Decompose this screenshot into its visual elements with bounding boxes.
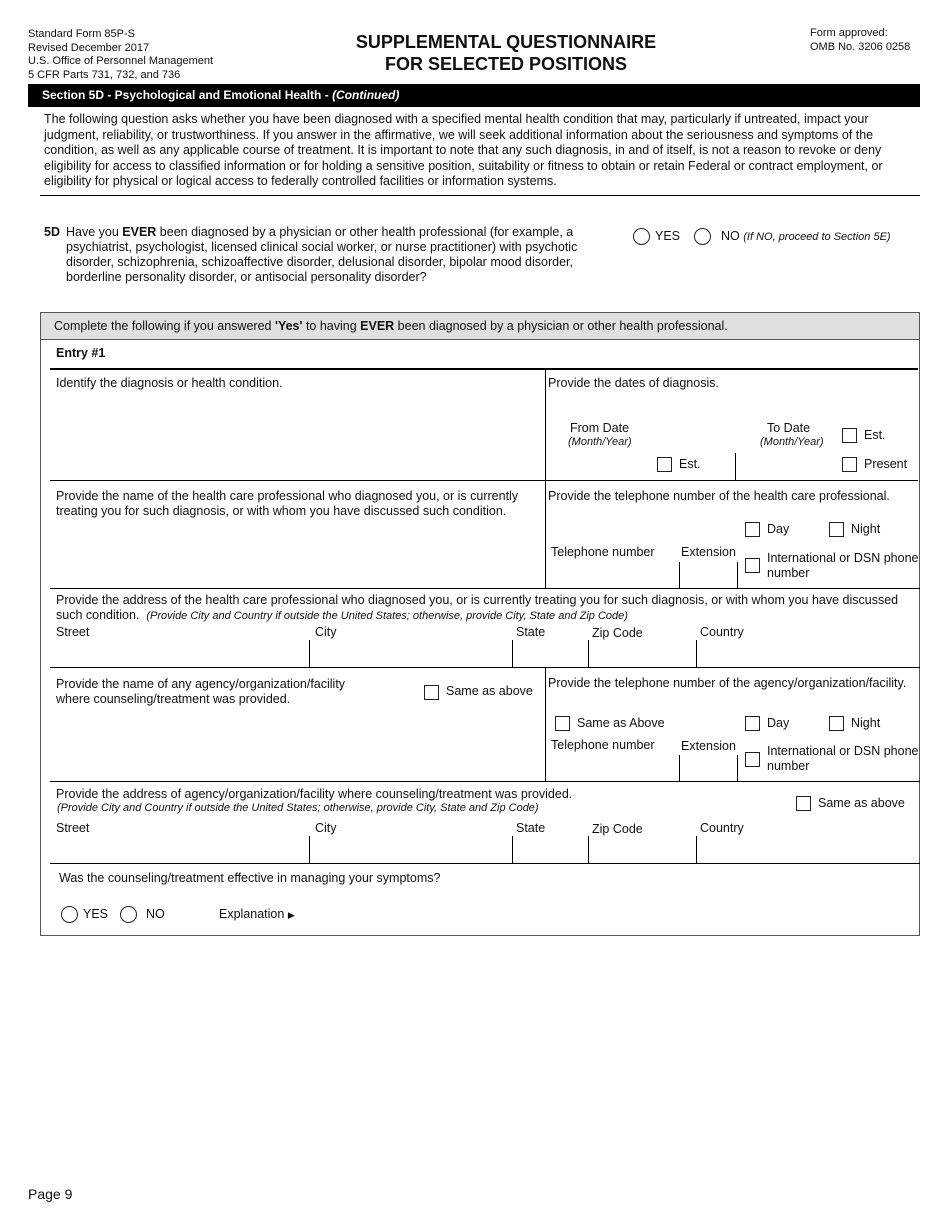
phone-divider (737, 562, 738, 588)
state-label: State (516, 625, 546, 639)
state-label: State (516, 821, 546, 835)
to-date-est-label: Est. (864, 428, 886, 442)
question-no-label (721, 229, 891, 243)
professional-address-label (56, 593, 906, 624)
agency-state-input[interactable] (515, 837, 586, 861)
question-text-post: been diagnosed by a physician or other health professional (for example, a psychiatrist, psychologist, licensed clinical social worker, or nurse practitioner) with psychotic disorder, schizophrenia, schizoaffective disorder, delusional disorder, bipolar mood disorder, borderline personality disorder, or antisocial personality disorder? (66, 225, 578, 284)
row-divider (50, 667, 920, 668)
from-date-est-checkbox[interactable] (657, 457, 672, 472)
from-date-format: (Month/Year) (568, 436, 632, 448)
to-date-est-checkbox[interactable] (842, 428, 857, 443)
diagnosis-label: Identify the diagnosis or health condition. (56, 376, 283, 390)
row-divider (50, 480, 918, 481)
row-divider (50, 863, 920, 864)
same-as-above-label: Same as above (818, 796, 905, 810)
effective-question: Was the counseling/treatment effective in managing your symptoms? (59, 871, 441, 885)
professional-name-input[interactable] (56, 522, 536, 584)
instr-text: to having (302, 319, 361, 333)
question-text-pre: Have you (66, 225, 123, 239)
field-divider (309, 640, 310, 667)
field-divider (309, 836, 310, 863)
street-label: Street (56, 821, 90, 835)
intl-dsn-line: number (767, 759, 810, 773)
intl-dsn-line: International or DSN phone (767, 551, 919, 565)
diagnosis-input[interactable] (56, 394, 536, 476)
intl-dsn-line: number (767, 566, 810, 580)
agency-extension-input[interactable] (681, 753, 735, 779)
effective-yes-label: YES (83, 907, 109, 921)
professional-extension-input[interactable] (681, 560, 735, 586)
from-date-est-label: Est. (679, 457, 701, 471)
column-divider (545, 369, 546, 588)
intl-dsn-label (767, 744, 918, 774)
form-approval (810, 27, 910, 54)
agency-intl-checkbox[interactable] (745, 752, 760, 767)
form-id-line: U.S. Office of Personnel Management (28, 55, 214, 67)
agency-street-input[interactable] (56, 837, 306, 861)
question-yes-label: YES (655, 229, 681, 243)
title-line-1: SUPPLEMENTAL QUESTIONNAIRE (355, 32, 657, 52)
approval-line-1: Form approved: (810, 27, 888, 39)
phone-divider (737, 755, 738, 781)
date-divider (735, 453, 736, 480)
to-date-format: (Month/Year) (760, 436, 824, 448)
field-divider (696, 640, 697, 667)
professional-phone-input[interactable] (548, 560, 676, 586)
intl-dsn-label (767, 551, 918, 581)
page-title (0, 31, 950, 75)
professional-intl-checkbox[interactable] (745, 558, 760, 573)
field-divider (512, 640, 513, 667)
agency-phone-same-checkbox[interactable] (555, 716, 570, 731)
professional-state-input[interactable] (515, 641, 586, 665)
agency-zip-input[interactable] (591, 837, 694, 861)
title-line-2: FOR SELECTED POSITIONS (384, 54, 628, 74)
effective-no-label: NO (146, 907, 165, 921)
approval-line-2: OMB No. 3206 0258 (810, 40, 911, 53)
present-label: Present (864, 457, 908, 471)
day-label: Day (767, 716, 790, 730)
intl-dsn-line: International or DSN phone (767, 744, 919, 758)
entry-title: Entry #1 (56, 346, 106, 360)
field-divider (512, 836, 513, 863)
form-id-line: Revised December 2017 (28, 41, 150, 54)
explanation-label (219, 907, 295, 921)
column-divider (545, 668, 546, 781)
form-id-line: 5 CFR Parts 731, 732, and 736 (28, 68, 181, 81)
form-id-line: Standard Form 85P-S (28, 28, 135, 40)
address-note: (Provide City and Country if outside the United States; otherwise, provide City, State and Zip Code) (146, 610, 628, 622)
instr-text: Complete the following if you answered (54, 319, 275, 333)
phone-divider (679, 755, 680, 781)
question-no-note: (If NO, proceed to Section 5E) (743, 231, 891, 243)
agency-city-input[interactable] (312, 837, 510, 861)
professional-night-checkbox[interactable] (829, 522, 844, 537)
section-label: Section 5D - Psychological and Emotional Health - (42, 88, 333, 102)
question-no-text: NO (721, 229, 740, 243)
agency-night-checkbox[interactable] (829, 716, 844, 731)
extension-label: Extension (681, 739, 736, 753)
row-divider (50, 588, 920, 589)
phone-divider (679, 562, 680, 588)
effective-yes-radio[interactable] (61, 906, 78, 923)
section-continued: (Continued) (332, 88, 400, 102)
city-label: City (315, 821, 337, 835)
dates-label: Provide the dates of diagnosis. (548, 376, 719, 390)
professional-day-checkbox[interactable] (745, 522, 760, 537)
professional-city-input[interactable] (312, 641, 510, 665)
zip-label: Zip Code (592, 822, 643, 836)
country-label: Country (700, 625, 744, 639)
agency-name-input[interactable] (56, 710, 536, 776)
night-label: Night (851, 522, 881, 536)
explanation-text: Explanation (219, 907, 285, 921)
country-label: Country (700, 821, 744, 835)
field-divider (588, 836, 589, 863)
professional-address-text: Provide the address of the health care professional who diagnosed you, or is currently treating you for such diagnosis, or with whom you have discussed such condition. (56, 593, 899, 622)
effective-no-radio[interactable] (120, 906, 137, 923)
agency-name-line: where counseling/treatment was provided. (56, 692, 291, 706)
question-emphasis: EVER (122, 225, 157, 239)
professional-street-input[interactable] (56, 641, 306, 665)
page-number: Page 9 (28, 1186, 73, 1202)
agency-name-same-checkbox[interactable] (424, 685, 439, 700)
agency-country-input[interactable] (699, 837, 917, 861)
agency-phone-label: Provide the telephone number of the agency/organization/facility. (548, 676, 907, 690)
divider (40, 195, 920, 196)
night-label: Night (851, 716, 881, 730)
zip-label: Zip Code (592, 626, 643, 640)
to-date-label: To Date (767, 421, 811, 435)
city-label: City (315, 625, 337, 639)
street-label: Street (56, 625, 90, 639)
agency-day-checkbox[interactable] (745, 716, 760, 731)
row-divider (50, 781, 920, 782)
field-divider (588, 640, 589, 667)
same-as-above-cap-label: Same as Above (577, 716, 665, 730)
from-date-label: From Date (570, 421, 630, 435)
question-text (66, 225, 591, 285)
professional-zip-input[interactable] (591, 641, 694, 665)
instr-text: been diagnosed by a physician or other health professional. (394, 319, 728, 333)
agency-phone-input[interactable] (548, 753, 676, 779)
extension-label: Extension (681, 545, 736, 559)
explanation-input[interactable] (300, 898, 910, 930)
professional-name-label: Provide the name of the health care professional who diagnosed you, or is currently treating you for such diagnosis, or with whom you have discussed such condition. (56, 489, 519, 518)
professional-phone-label: Provide the telephone number of the health care professional. (548, 489, 890, 503)
field-divider (696, 836, 697, 863)
question-number: 5D (44, 225, 60, 239)
entry-instructions (40, 312, 920, 340)
question-no-radio[interactable] (694, 228, 711, 245)
question-yes-radio[interactable] (633, 228, 650, 245)
same-as-above-label: Same as above (446, 684, 533, 698)
agency-address-same-checkbox[interactable] (796, 796, 811, 811)
entry-divider (50, 368, 918, 370)
address-note: (Provide City and Country if outside the United States; otherwise, provide City, State and Zip Code) (57, 802, 539, 814)
intro-paragraph: The following question asks whether you have been diagnosed with a specified mental health condition that may, particularly if untreated, impact your judgment, reliability, or trustworthiness. If you answer in the affirmative, we will seek additional information about the seriousness and symptoms of the condition, as well as any applicable course of treatment. It is important to note that any such diagnosis, in and of itself, is not a reason to revoke or deny eligibility for access to classified information or for holding a sensitive position, suitability or fitness to obtain or retain Federal or contract employment, or eligibility for physical or logical access to federally controlled facilities or information systems. (44, 112, 883, 188)
telephone-number-label: Telephone number (551, 738, 655, 752)
triangle-right-icon: ▶ (287, 910, 295, 920)
instr-yes: 'Yes' (274, 319, 303, 333)
agency-address-label: Provide the address of agency/organization/facility where counseling/treatment was provided. (56, 787, 573, 801)
agency-name-label (56, 677, 345, 707)
professional-country-input[interactable] (699, 641, 917, 665)
present-checkbox[interactable] (842, 457, 857, 472)
telephone-number-label: Telephone number (551, 545, 655, 559)
instr-ever: EVER (360, 319, 395, 333)
agency-name-line: Provide the name of any agency/organization/facility (56, 677, 346, 691)
day-label: Day (767, 522, 790, 536)
section-header (28, 84, 920, 107)
